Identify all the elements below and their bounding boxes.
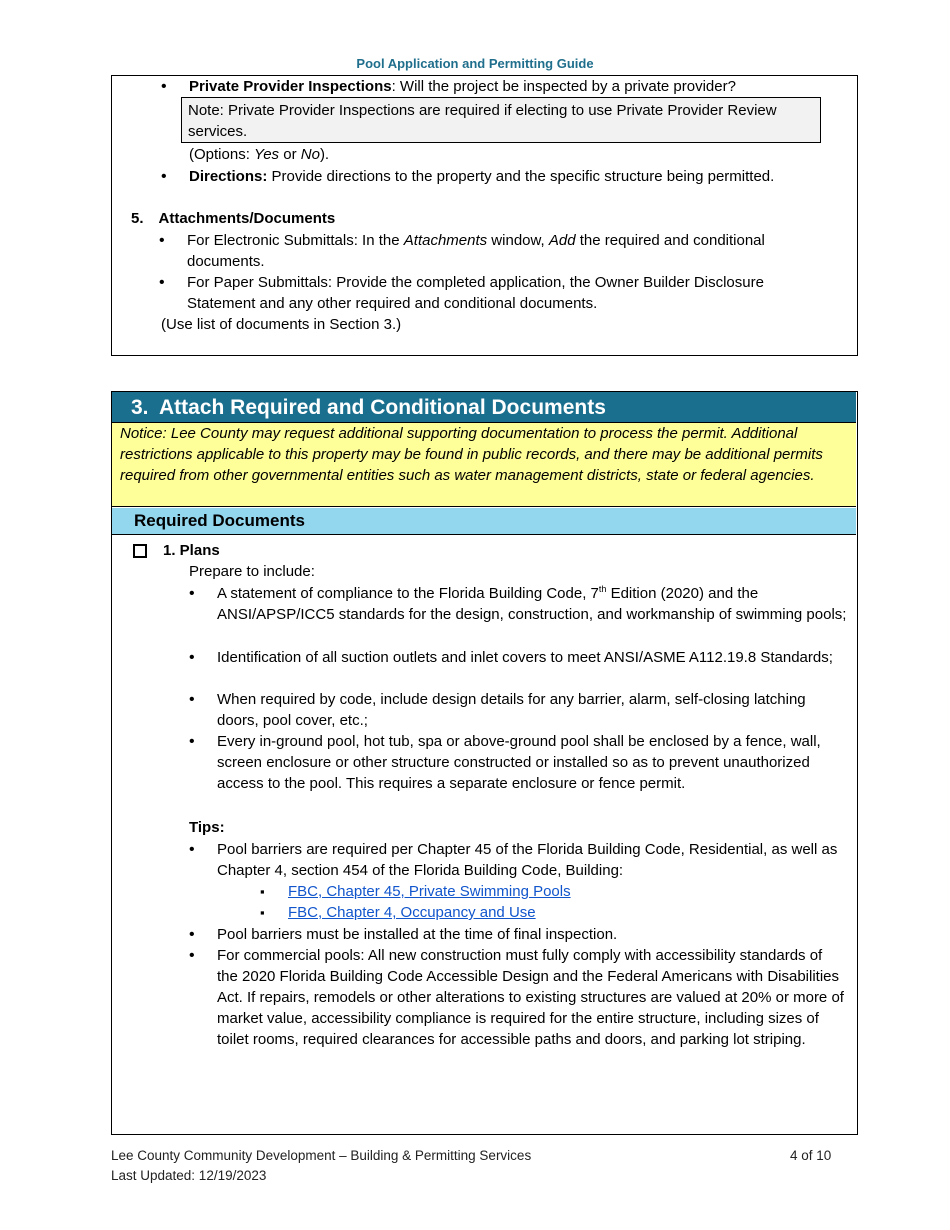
footer-updated: Last Updated: 12/19/2023 <box>111 1168 267 1183</box>
use-list-note: (Use list of documents in Section 3.) <box>161 316 402 333</box>
list-item-directions: • Directions: Provide directions to the property and the specific structure being permitted. <box>189 166 829 187</box>
list-item-private-provider: • Private Provider Inspections: Will the project be inspected by a private provider? <box>189 76 829 97</box>
plans-checkbox[interactable] <box>133 544 147 558</box>
attachments-heading: 5. Attachments/Documents <box>131 210 336 227</box>
section3-title-bar <box>112 392 856 423</box>
tip-final-inspection: • Pool barriers must be installed at the time of final inspection. <box>217 924 847 945</box>
footer-org: Lee County Community Development – Building & Permitting Services <box>111 1148 532 1163</box>
link-item-chapter-4 <box>288 902 536 923</box>
tip-commercial-pools: • For commercial pools: All new construction must fully comply with accessibility standards of the 2020 Florida Building Code Accessible Design and the Federal Americans with Disabilities Act. If repairs, remodels or other alterations to existing structures are valued at 20% or more of market value, accessibility compliance is required for the entire structure, including sizes of toilet rooms, required clearances for accessible paths and doors, and parking lot striping. <box>217 945 847 1050</box>
tip-pool-barriers-code: • Pool barriers are required per Chapter 45 of the Florida Building Code, Residential, as well as Chapter 4, section 454 of the Florida Building Code, Building: <box>217 839 847 881</box>
plans-item-suction-outlets: • Identification of all suction outlets and inlet covers to meet ANSI/ASME A112.19.8 Standards; <box>217 647 847 668</box>
page-header-title: Pool Application and Permitting Guide <box>356 56 594 71</box>
tips-label: Tips: <box>189 819 225 836</box>
plans-item-enclosure: • Every in-ground pool, hot tub, spa or above-ground pool shall be enclosed by a fence, wall, screen enclosure or other structure constructed or installed so as to prevent unauthorized access to the pool. This requires a separate enclosure or fence permit. <box>217 731 850 794</box>
footer-page-number: 4 of 10 <box>790 1148 832 1163</box>
plans-item-barrier-details: • When required by code, include design details for any barrier, alarm, self-closing latching doors, pool cover, etc.; <box>217 689 847 731</box>
fbc-chapter-45-link[interactable]: FBC, Chapter 45, Private Swimming Pools <box>288 883 571 900</box>
list-item-electronic-submittals: • For Electronic Submittals: In the Attachments window, Add the required and conditional documents. <box>187 230 827 272</box>
private-provider-options: (Options: Yes or No). <box>189 146 330 163</box>
section3-title: 3. Attach Required and Conditional Documents <box>131 396 606 419</box>
required-documents-heading: Required Documents <box>112 508 856 535</box>
plans-item-compliance: • A statement of compliance to the Florida Building Code, 7th Edition (2020) and the ANSI/APSP/ICC5 standards for the design, construction, and workmanship of swimming pools; <box>217 583 847 625</box>
list-item-paper-submittals: • For Paper Submittals: Provide the completed application, the Owner Builder Disclosure Statement and any other required and conditional documents. <box>187 272 827 314</box>
plans-label: 1. Plans <box>163 542 220 559</box>
section3-notice: Notice: Lee County may request additional supporting documentation to process the permit. Additional restrictions applicable to this property may be found in public records, and there may be additional permits required from other governmental entities such as water management districts, state or federal agencies. <box>112 423 856 507</box>
link-item-chapter-45 <box>288 881 571 902</box>
private-provider-note: Note: Private Provider Inspections are required if electing to use Private Provider Review services. <box>181 97 821 143</box>
fbc-chapter-4-link[interactable]: FBC, Chapter 4, Occupancy and Use <box>288 904 536 921</box>
plans-prepare-text: Prepare to include: <box>189 563 315 580</box>
